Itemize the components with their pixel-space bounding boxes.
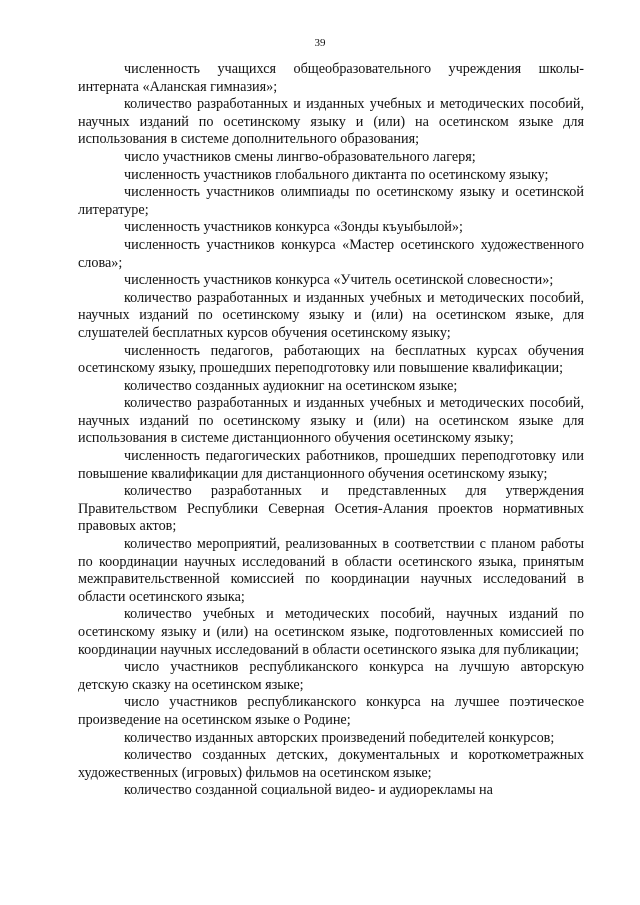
paragraph: число участников республиканского конкурса на лучшую авторскую детскую сказку на осетинском языке;: [78, 659, 584, 693]
paragraph: численность педагогических работников, прошедших переподготовку или повышение квалификации для дистанционного обучения осетинскому языку;: [78, 448, 584, 482]
paragraph: количество созданных детских, документальных и короткометражных художественных (игровых) фильмов на осетинском языке;: [78, 747, 584, 781]
paragraph: численность педагогов, работающих на бесплатных курсах обучения осетинскому языку, прошедших переподготовку или повышение квалификации;: [78, 342, 584, 377]
paragraph: численность участников конкурса «Зонды къуыбылой»;: [124, 219, 463, 236]
paragraph: количество созданных аудиокниг на осетинском языке;: [124, 377, 458, 394]
paragraph: численность учащихся общеобразовательного учреждения школы-интерната «Аланская гимназия»;: [78, 61, 584, 95]
paragraph: количество разработанных и изданных учебных и методических пособий, научных изданий по осетинскому языку и (или) на осетинском языке для использования в системе дистанционного обучения осетинскому языку;: [78, 395, 584, 447]
page-number: 39: [314, 37, 326, 49]
paragraph: количество разработанных и изданных учебных и методических пособий, научных изданий по осетинскому языку и (или) на осетинском языке для использования в системе дополнительного образования;: [78, 96, 584, 148]
paragraph: количество мероприятий, реализованных в соответствии с планом работы по координации научных исследований в области осетинского языка, принятым межправительственной комиссией по координации научных исследований в области осетинского языка;: [78, 536, 584, 605]
paragraph: число участников смены лингво-образовательного лагеря;: [124, 148, 476, 165]
paragraph: количество разработанных и представленных для утверждения Правительством Республики Северная Осетия-Алания проектов нормативных правовых актов;: [78, 483, 584, 535]
paragraph: численность участников конкурса «Учитель осетинской словесности»;: [124, 272, 554, 289]
document-body: [78, 61, 584, 800]
paragraph: количество разработанных и изданных учебных и методических пособий, научных изданий по осетинскому языку и (или) на осетинском языке, для слушателей бесплатных курсов обучения осетинскому языку;: [78, 289, 584, 341]
paragraph: число участников республиканского конкурса на лучшее поэтическое произведение на осетинском языке о Родине;: [78, 694, 584, 728]
paragraph: численность участников глобального диктанта по осетинскому языку;: [124, 166, 549, 183]
paragraph: численность участников конкурса «Мастер осетинского художественного слова»;: [78, 236, 584, 271]
paragraph: количество учебных и методических пособий, научных изданий по осетинскому языку и (или) на осетинском языке, подготовленных комиссией по координации научных исследований в области осетинского языка для публикации;: [78, 606, 584, 658]
paragraph: количество созданной социальной видео- и аудиорекламы на: [124, 782, 493, 799]
paragraph: численность участников олимпиады по осетинскому языку и осетинской литературе;: [78, 184, 584, 218]
paragraph: количество изданных авторских произведений победителей конкурсов;: [124, 729, 555, 746]
